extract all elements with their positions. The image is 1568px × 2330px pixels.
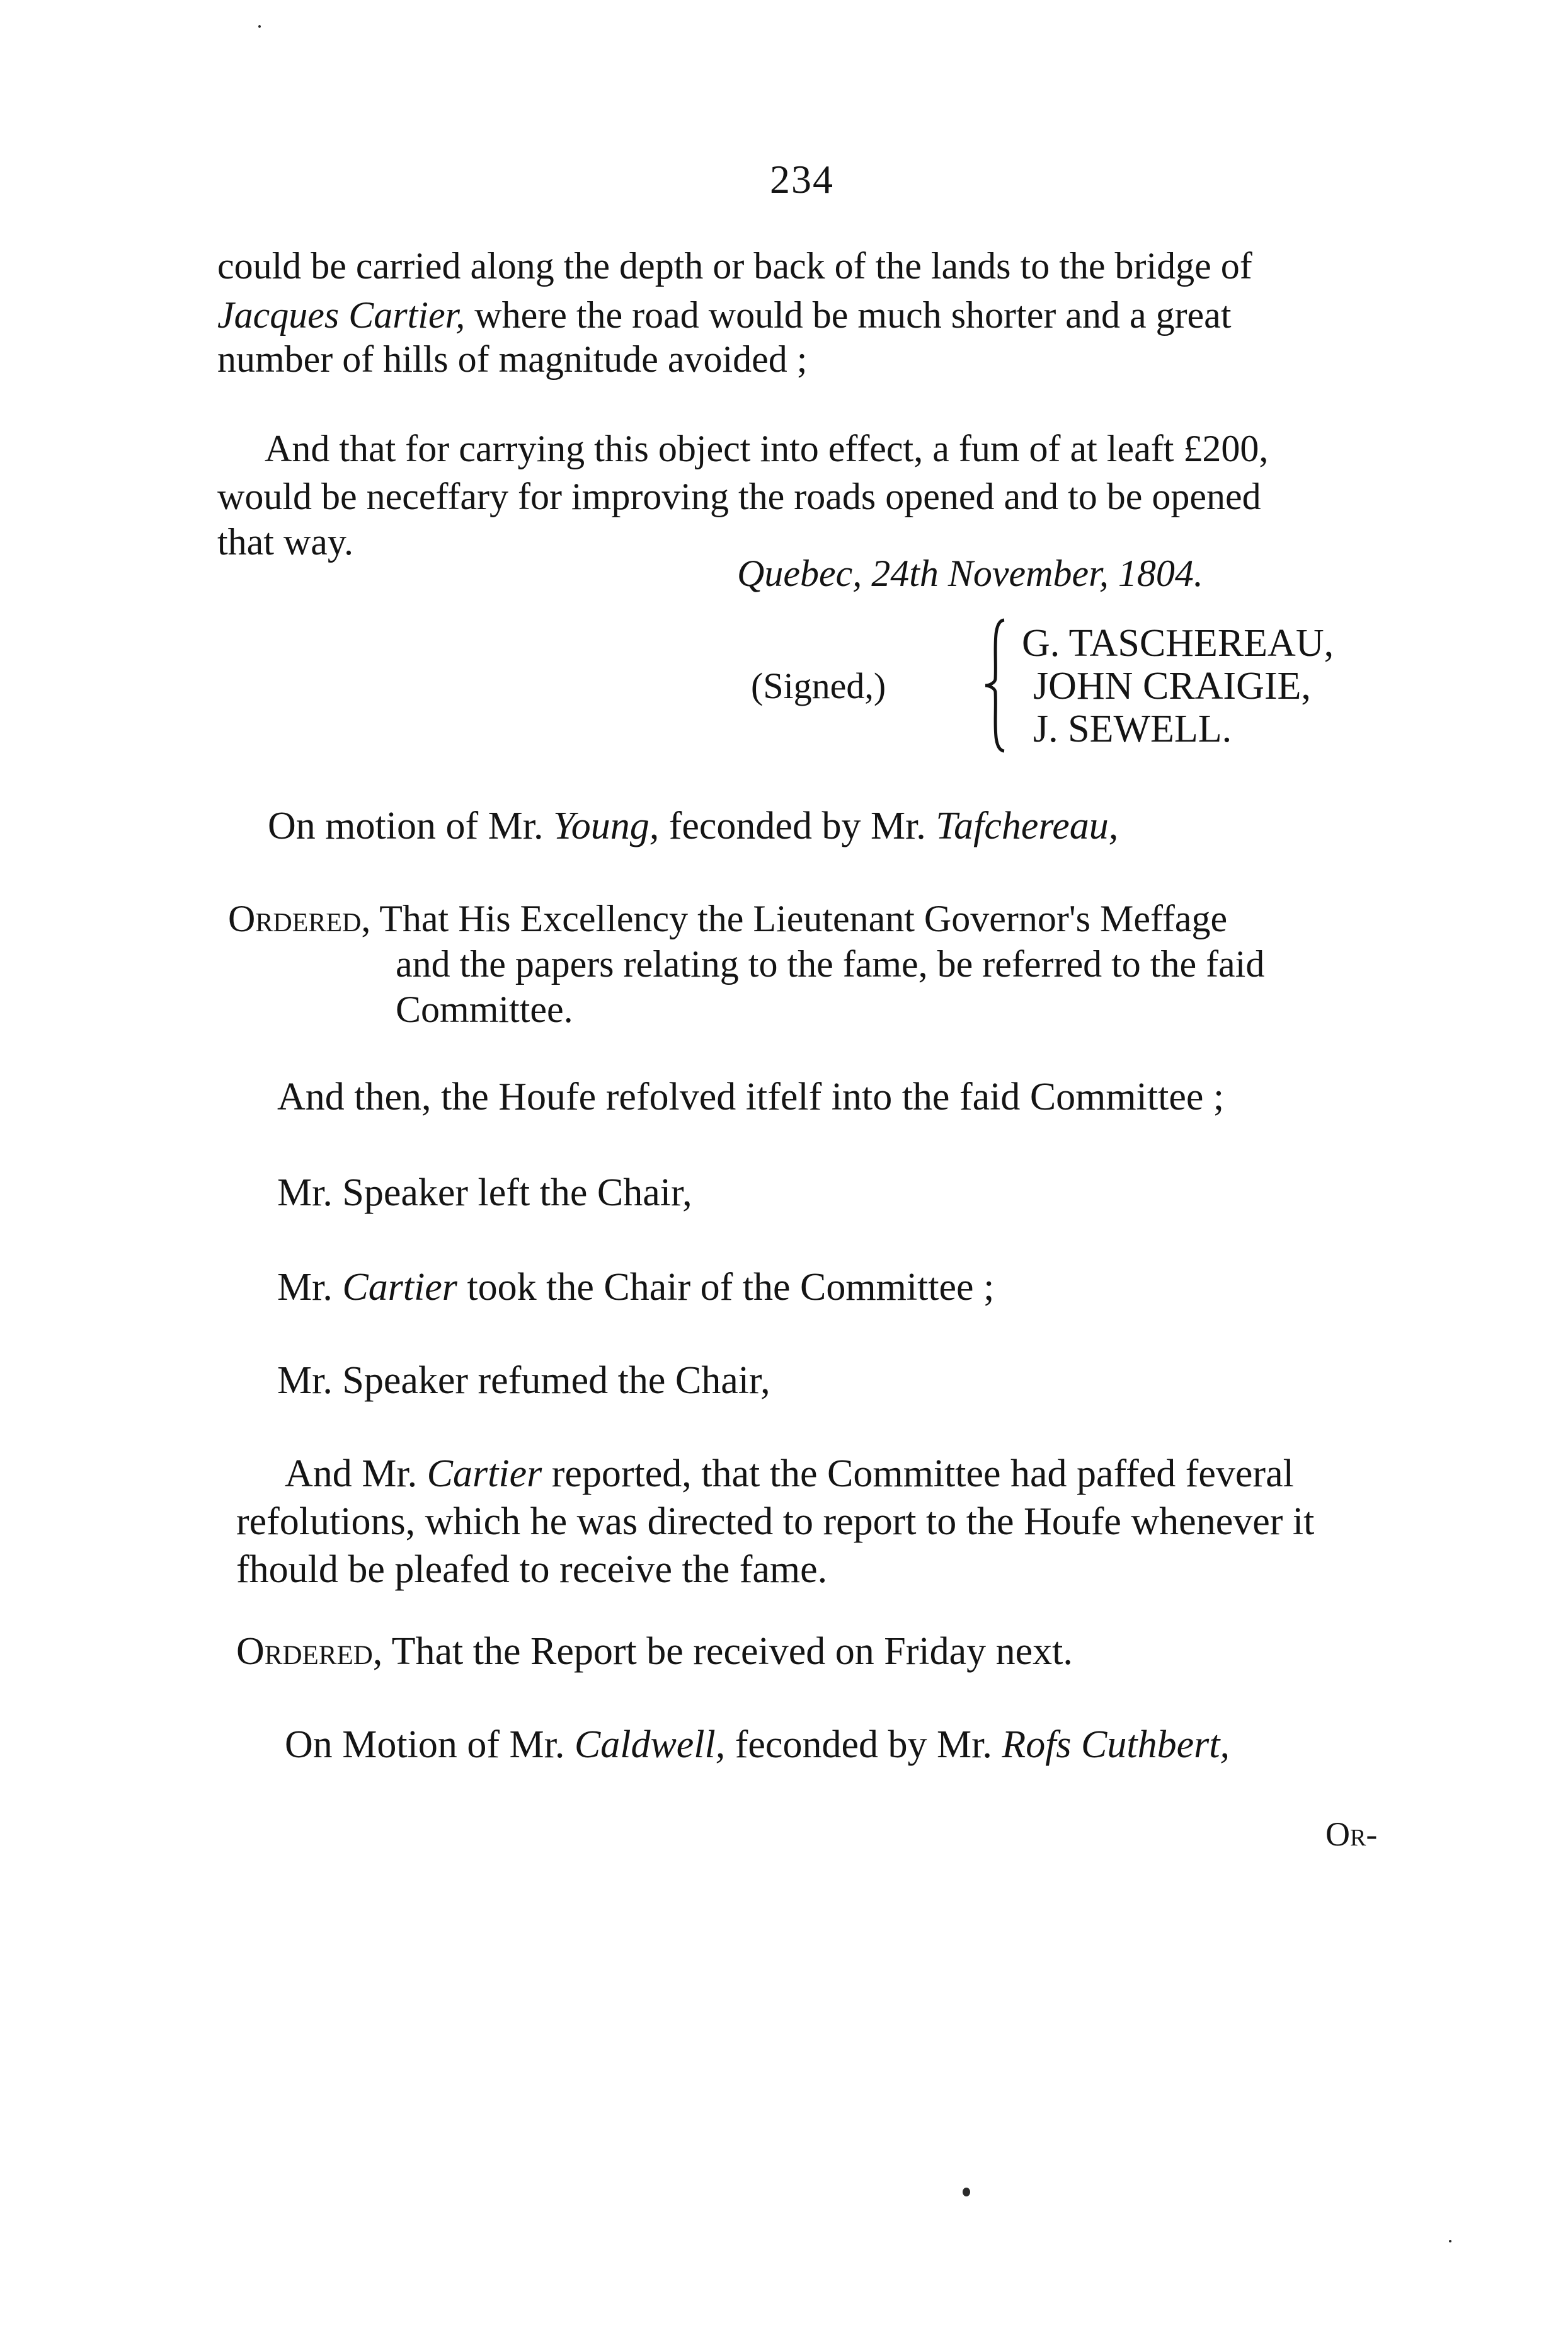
p1-line-1 bbox=[217, 247, 1252, 285]
order-2 bbox=[236, 1632, 1073, 1671]
order-1-line-3 bbox=[396, 990, 573, 1028]
motion-1-seconder: Tafchereau, bbox=[936, 805, 1119, 847]
motion-2-seconder: Rofs Cuthbert, bbox=[1002, 1723, 1230, 1766]
p2-line-1-text: And that for carrying this object into effect, a fum of at leaft £200, bbox=[265, 428, 1269, 469]
motion-2-middle: feconded by Mr. bbox=[725, 1723, 1002, 1766]
signed-label: (Signed,) bbox=[751, 665, 886, 706]
p1-line-3 bbox=[217, 340, 807, 378]
p1-name-jacques-cartier: Jacques Cartier, bbox=[217, 294, 466, 336]
committee-line-4: Mr. Speaker refumed the Chair, bbox=[277, 1359, 770, 1402]
committee-line-3 bbox=[277, 1268, 994, 1307]
motion-1-mover: Young, bbox=[552, 805, 660, 847]
order-1-line-1 bbox=[228, 900, 1227, 938]
report-line-2: refolutions, which he was directed to report to the Houfe whenever it bbox=[236, 1500, 1315, 1543]
report-line-1 bbox=[285, 1454, 1294, 1493]
p1-line-1-text: could be carried along the depth or back of the lands to the bridge of bbox=[217, 245, 1252, 287]
motion-1-middle: feconded by Mr. bbox=[659, 805, 936, 847]
p1-line-3-text: number of hills of magnitude avoided ; bbox=[217, 338, 808, 380]
p2-line-1 bbox=[265, 430, 1268, 468]
signatory-brace bbox=[983, 616, 1008, 755]
motion-2-prefix: On Motion of Mr. bbox=[285, 1723, 575, 1766]
order-2-label: Ordered, bbox=[236, 1630, 383, 1673]
motion-1-prefix: On motion of Mr. bbox=[268, 805, 553, 847]
ink-speck bbox=[1449, 2240, 1451, 2242]
signatory-3: J. SEWELL. bbox=[1033, 708, 1232, 750]
committee-line-1: And then, the Houfe refolved itfelf into the faid Committee ; bbox=[277, 1076, 1225, 1118]
order-1-label: Ordered, bbox=[228, 898, 371, 939]
order-1-line-2 bbox=[396, 945, 1264, 983]
p2-line-3-text: that way. bbox=[217, 521, 354, 563]
p1-line-2-text: where the road would be much shorter and a great bbox=[465, 294, 1232, 336]
p2-line-3 bbox=[217, 523, 353, 561]
p2-line-2 bbox=[217, 478, 1261, 515]
p2-line-2-text: would be neceffary for improving the roads opened and to be opened bbox=[217, 476, 1261, 517]
report-line-1-text: reported, that the Committee had paffed feveral bbox=[542, 1452, 1294, 1495]
committee-line-2: Mr. Speaker left the Chair, bbox=[277, 1171, 692, 1214]
order-1-line-1-text: That His Excellency the Lieutenant Governor's Meffage bbox=[370, 898, 1228, 939]
order-2-text: That the Report be received on Friday next. bbox=[382, 1630, 1073, 1673]
motion-2-mover: Caldwell, bbox=[574, 1723, 726, 1766]
motion-1 bbox=[268, 806, 1118, 846]
signatory-2: JOHN CRAIGIE, bbox=[1033, 665, 1311, 708]
catchword: Or- bbox=[1325, 1815, 1378, 1853]
ink-speck bbox=[963, 2188, 970, 2196]
committee-line-3-prefix: Mr. bbox=[277, 1266, 343, 1309]
report-prefix: And Mr. bbox=[285, 1452, 427, 1495]
ink-speck bbox=[258, 25, 261, 28]
report-name: Cartier bbox=[426, 1452, 542, 1495]
order-1-line-2-text: and the papers relating to the fame, be referred to the faid bbox=[396, 943, 1265, 985]
signatory-1: G. TASCHEREAU, bbox=[1022, 622, 1334, 665]
report-line-3: fhould be pleafed to receive the fame. bbox=[236, 1548, 828, 1591]
committee-line-3-text: took the Chair of the Committee ; bbox=[457, 1266, 995, 1309]
motion-2 bbox=[285, 1725, 1230, 1764]
page-number: 234 bbox=[770, 157, 834, 202]
p1-line-2 bbox=[217, 296, 1231, 334]
committee-line-3-name: Cartier bbox=[342, 1266, 457, 1309]
order-1-line-3-text: Committee. bbox=[396, 989, 573, 1030]
dateline: Quebec, 24th November, 1804. bbox=[737, 553, 1203, 594]
